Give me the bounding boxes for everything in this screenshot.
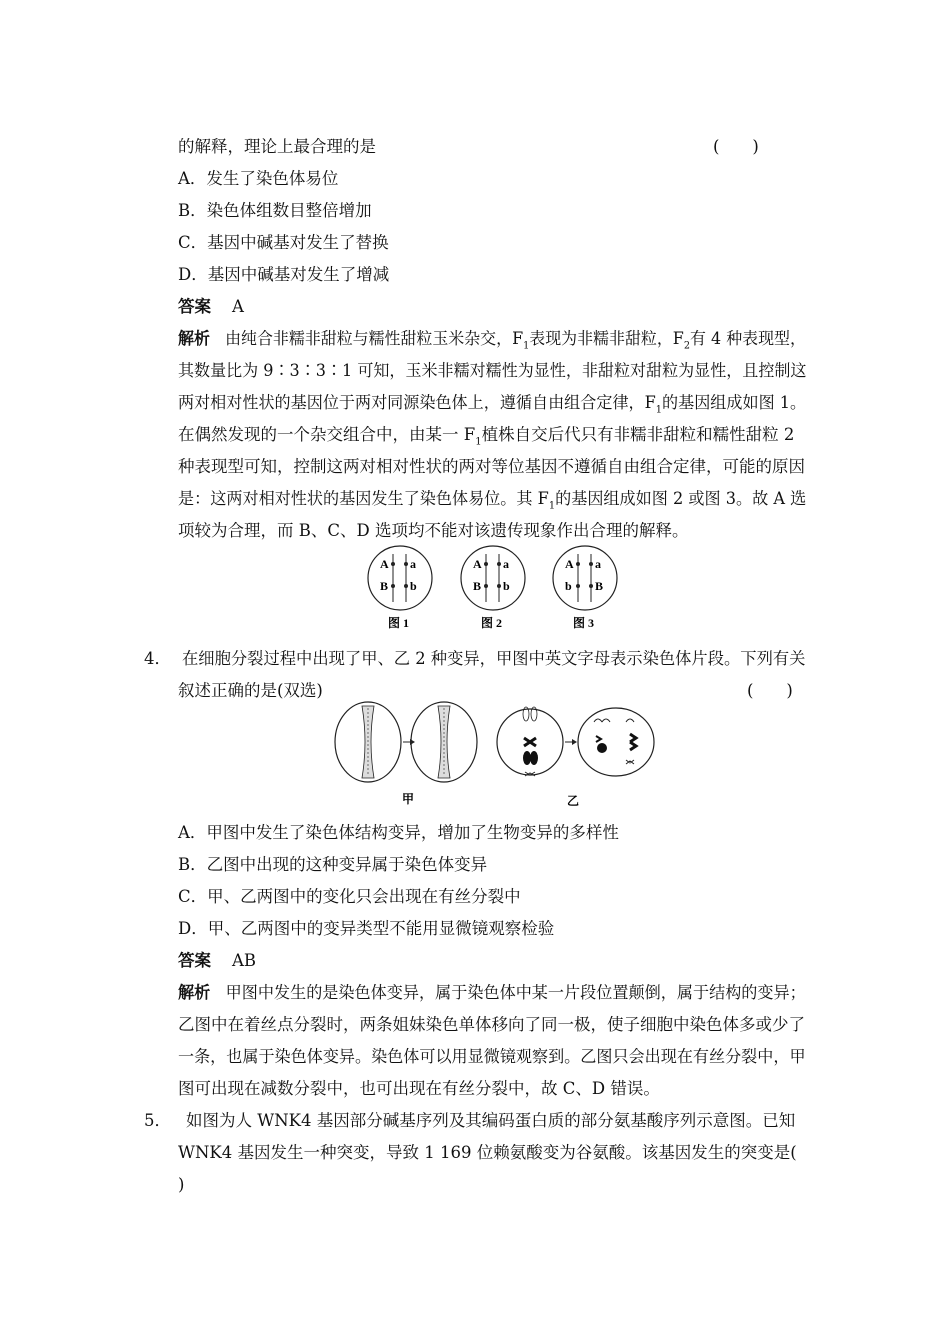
figure-3-cell [553,546,617,610]
figure-2-cell [461,546,525,610]
q4-analysis-line-2: 乙图中在着丝点分裂时，两条姐妹染色单体移向了同一极，使子细胞中染色体多或少了 [178,1015,805,1034]
q4-analysis-label: 解析 [178,983,211,1002]
q3-analysis-label: 解析 [178,329,210,348]
q4-answer-value: AB [231,951,257,970]
q4-answer-bracket: ( ) [747,681,793,700]
q4-option-a: A．甲图中发生了染色体结构变异，增加了生物变异的多样性 [178,823,619,842]
figure-1-caption: 图 1 [388,616,410,630]
figure-2-caption: 图 2 [481,616,503,630]
q4-option-d: D．甲、乙两图中的变异类型不能用显微镜观察检验 [178,919,555,938]
q5-stem-line-2: WNK4 基因发生一种突变，导致 1 169 位赖氨酸变为谷氨酸。该基因发生的突变是( [178,1143,797,1162]
fig1-left-top-label: A [380,557,389,571]
q3-option-a: A．发生了染色体易位 [178,169,339,188]
yi-cell-after [578,708,654,776]
q3-analysis-line-6: 是：这两对相对性状的基因发生了染色体易位。其 $F_1$的基因组成如图 2 或图 3。故 A 选 [178,489,807,512]
q4-analysis-line-3: 一条，也属于染色体变异。染色体可以用显微镜观察到。乙图只会出现在有丝分裂中，甲 [178,1047,806,1066]
fig2-left-bottom-label: B [473,579,482,593]
q3-analysis-line-1: 解析 由纯合非糯非甜粒与糯性甜粒玉米杂交，$F_1$表现为非糯非甜粒，$F_2$有 4 种表现型， [178,329,806,352]
q3-answer [178,297,244,317]
q5-number: 5． [144,1111,171,1130]
q3-option-d: D．基因中碱基对发生了增减 [178,265,390,284]
fig2-right-bottom-label: b [503,579,510,593]
q3-option-c: C．基因中碱基对发生了替换 [178,233,389,252]
q4-analysis-line-1: 解析 甲图中发生的是染色体变异，属于染色体中某一片段位置颠倒，属于结构的变异； [178,983,806,1002]
fig3-left-top-label: A [565,557,574,571]
q4-option-c: C．甲、乙两图中的变化只会出现在有丝分裂中 [178,887,521,906]
jia-cell-before [335,702,401,782]
fig1-left-bottom-label: B [380,579,389,593]
fig3-right-bottom-label: B [595,579,604,593]
q4-number: 4． [144,649,171,668]
yi-cell-before [497,707,563,776]
q3-answer-label: 答案 [178,297,211,316]
q3-analysis-line-5: 种表现型可知，控制这两对相对性状的两对等位基因不遵循自由组合定律，可能的原因 [178,457,805,476]
fig2-left-top-label: A [473,557,482,571]
q4-stem-line-2: 叙述正确的是(双选) [178,681,323,700]
q4-answer-label: 答案 [178,951,211,970]
fig3-right-top-label: a [595,557,601,571]
fig2-right-top-label: a [503,557,509,571]
q4-stem-line-1: 在细胞分裂过程中出现了甲、乙 2 种变异，甲图中英文字母表示染色体片段。下列有关 [182,649,806,668]
q5-stem-line-1: 如图为人 WNK4 基因部分碱基序列及其编码蛋白质的部分氨基酸序列示意图。已知 [186,1111,796,1130]
q3-option-b: B．染色体组数目整倍增加 [178,201,372,220]
q5-stem-line-3: ) [178,1175,185,1194]
fig1-right-top-label: a [410,557,416,571]
jia-cell-after [411,702,477,782]
q3-analysis-line-4: 在偶然发现的一个杂交组合中，由某一 $F_1$植株自交后代只有非糯非甜粒和糯性甜粒 2 [178,425,795,448]
q3-answer-value: A [231,297,244,316]
fig3-left-bottom-label: b [565,579,572,593]
fig1-right-bottom-label: b [410,579,417,593]
q3-analysis-line-7: 项较为合理，而 B、C、D 选项均不能对该遗传现象作出合理的解释。 [178,521,689,540]
q4-analysis-line-4: 图可出现在减数分裂中，也可出现在有丝分裂中，故 C、D 错误。 [178,1079,660,1098]
q4-answer [178,951,256,971]
q3-analysis-line-2: 其数量比为 9∶3∶3∶1 可知，玉米非糯对糯性为显性，非甜粒对甜粒为显性，且控制这 [178,361,807,380]
figure-1-cell [368,546,432,610]
q4-option-b: B．乙图中出现的这种变异属于染色体变异 [178,855,488,874]
q4-figure [330,700,660,810]
q3-answer-bracket: ( ) [713,137,759,156]
q3-stem-tail: 的解释，理论上最合理的是 [178,137,376,156]
figure-3-caption: 图 3 [573,616,595,630]
q4-fig-right-caption: 乙 [567,794,580,808]
q3-analysis-line-3: 两对相对性状的基因位于两对同源染色体上，遵循自由组合定律，$F_1$的基因组成如图 1。 [178,393,807,416]
q3-figure-group [360,540,630,636]
q4-fig-left-caption: 甲 [402,792,415,806]
